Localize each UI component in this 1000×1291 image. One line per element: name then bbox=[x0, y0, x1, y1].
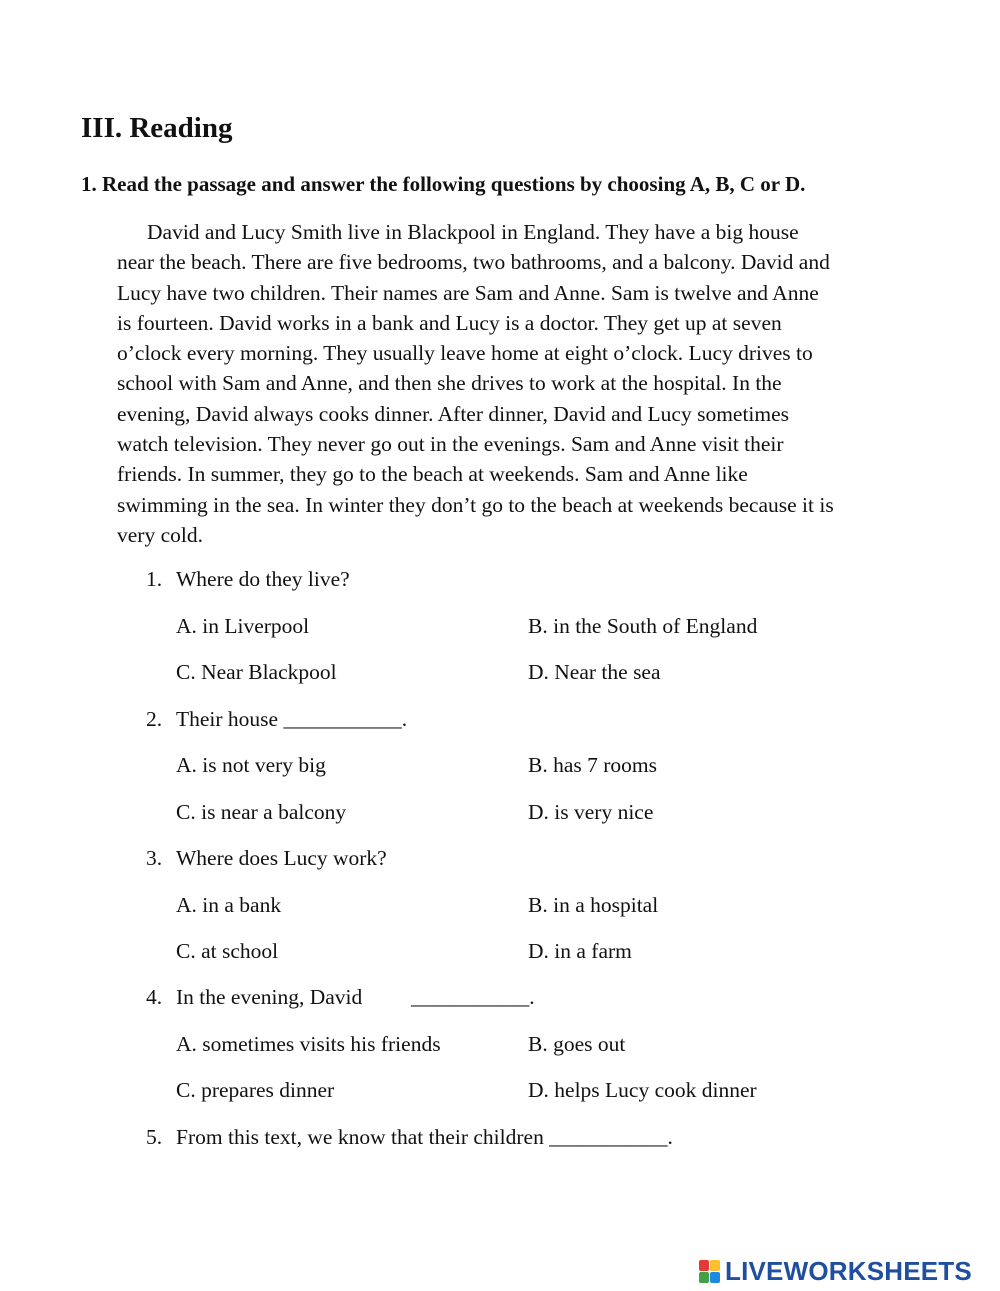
question-3-number: 3. bbox=[146, 846, 163, 870]
logo-square-blue bbox=[710, 1272, 720, 1283]
passage-line: near the beach. There are five bedrooms, two bathrooms, and a balcony. David and bbox=[117, 250, 830, 275]
question-1-text: Where do they live? bbox=[176, 567, 350, 591]
passage-line: friends. In summer, they go to the beach at weekends. Sam and Anne like bbox=[117, 462, 748, 487]
question-1-option-d[interactable]: D. Near the sea bbox=[528, 660, 661, 684]
question-3-option-d[interactable]: D. in a farm bbox=[528, 939, 632, 963]
instruction: 1. Read the passage and answer the following questions by choosing A, B, C or D. bbox=[81, 172, 806, 196]
question-2-number: 2. bbox=[146, 707, 163, 731]
question-3-text: Where does Lucy work? bbox=[176, 846, 387, 870]
question-3-option-c[interactable]: C. at school bbox=[176, 939, 279, 963]
passage-line: is fourteen. David works in a bank and Lucy is a doctor. They get up at seven bbox=[117, 310, 782, 335]
passage-line: school with Sam and Anne, and then she drives to work at the hospital. In the bbox=[117, 371, 782, 396]
passage-line: swimming in the sea. In winter they don’t go to the beach at weekends because it is bbox=[117, 492, 834, 517]
question-5-number: 5. bbox=[146, 1125, 163, 1149]
liveworksheets-logo bbox=[699, 1256, 972, 1287]
question-3-option-a[interactable]: A. in a bank bbox=[176, 893, 282, 917]
passage-line: evening, David always cooks dinner. After dinner, David and Lucy sometimes bbox=[117, 401, 790, 426]
question-2-option-a[interactable]: A. is not very big bbox=[176, 753, 326, 777]
question-2-option-b[interactable]: B. has 7 rooms bbox=[528, 753, 657, 777]
question-1-option-a[interactable]: A. in Liverpool bbox=[176, 614, 310, 638]
question-3-option-b[interactable]: B. in a hospital bbox=[528, 893, 659, 917]
logo-square-red bbox=[699, 1260, 709, 1271]
question-1-option-c[interactable]: C. Near Blackpool bbox=[176, 660, 337, 684]
logo-square-yellow bbox=[710, 1260, 720, 1271]
question-4-option-b[interactable]: B. goes out bbox=[528, 1032, 626, 1056]
question-4-option-c[interactable]: C. prepares dinner bbox=[176, 1078, 335, 1102]
passage-line: very cold. bbox=[117, 522, 203, 547]
passage-line: Lucy have two children. Their names are Sam and Anne. Sam is twelve and Anne bbox=[117, 280, 819, 305]
question-5-text: From this text, we know that their children ___________. bbox=[176, 1125, 673, 1149]
passage-line: David and Lucy Smith live in Blackpool in England. They have a big house bbox=[147, 220, 799, 244]
question-4-option-d[interactable]: D. helps Lucy cook dinner bbox=[528, 1078, 757, 1102]
passage-line: o’clock every morning. They usually leave home at eight o’clock. Lucy drives to bbox=[117, 341, 813, 366]
question-2-text: Their house ___________. bbox=[176, 707, 408, 731]
question-4-blank: ___________. bbox=[411, 985, 535, 1009]
question-1-number: 1. bbox=[146, 567, 163, 591]
question-4-option-a[interactable]: A. sometimes visits his friends bbox=[176, 1032, 441, 1056]
logo-mark-icon bbox=[699, 1260, 721, 1284]
question-2-option-c[interactable]: C. is near a balcony bbox=[176, 800, 347, 824]
question-1-option-b[interactable]: B. in the South of England bbox=[528, 614, 758, 638]
passage-line: watch television. They never go out in the evenings. Sam and Anne visit their bbox=[117, 432, 784, 457]
question-4-number: 4. bbox=[146, 985, 163, 1009]
question-2-option-d[interactable]: D. is very nice bbox=[528, 800, 654, 824]
question-4-text: In the evening, David bbox=[176, 985, 363, 1009]
reading-passage bbox=[117, 217, 887, 550]
logo-square-green bbox=[699, 1272, 709, 1283]
section-title: III. Reading bbox=[81, 112, 233, 144]
logo-text: LIVEWORKSHEETS bbox=[725, 1256, 972, 1286]
